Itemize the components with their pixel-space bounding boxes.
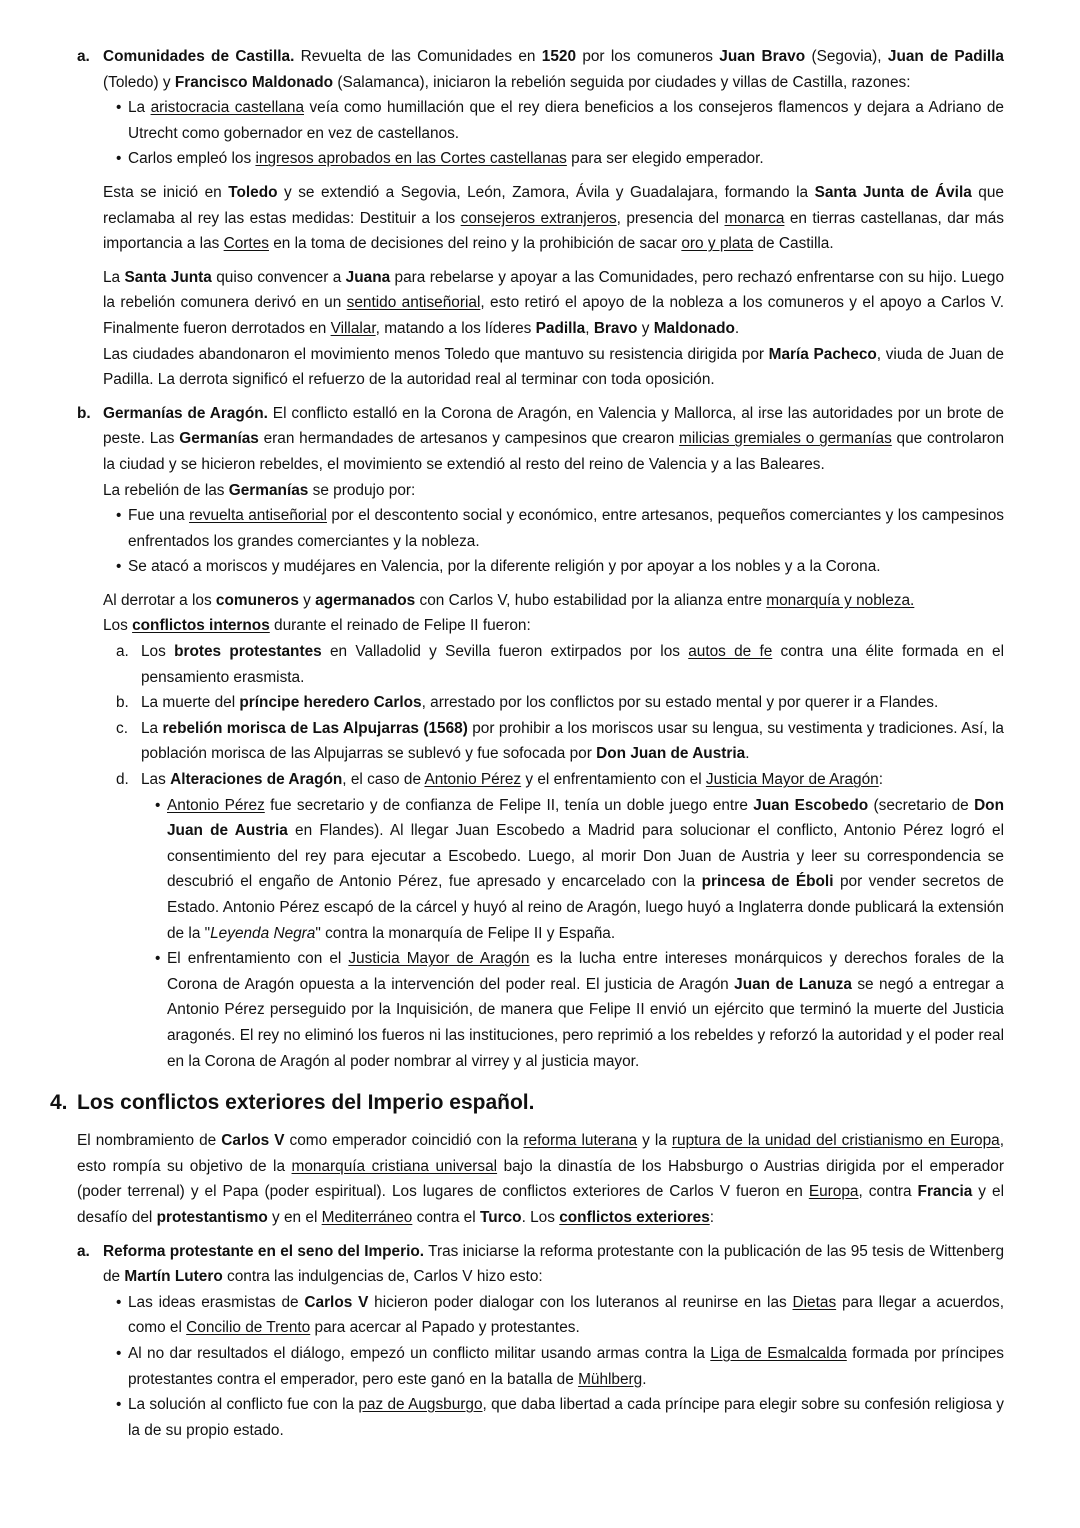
text-run: : xyxy=(709,1208,715,1226)
bold-term: Alteraciones de Aragón xyxy=(170,771,343,789)
item-text xyxy=(103,1243,1004,1286)
bold-term: agermanados xyxy=(315,591,416,609)
bold-term: rebelión morisca de Las Alpujarras (1568) xyxy=(162,719,468,737)
bold-term: Juan de Padilla xyxy=(887,48,1004,65)
text-run: por prohibir a los moriscos usar su lengua, su vestimenta y tradiciones. Así, la población morisca de las Alpujarras se sublevó y fue sofocada por xyxy=(141,719,1004,763)
underlined-term: Mühlberg xyxy=(578,1370,643,1388)
underlined-term: Europa xyxy=(808,1183,859,1201)
section-number: 4. xyxy=(50,1091,68,1115)
text-run: por vender secretos de Estado. Antonio Pérez escapó de la cárcel y huyó al reino de Aragón, luego huyó a Inglaterra donde publicará la extensión de la " xyxy=(167,873,1004,942)
text-run: que controlaron la ciudad y se hicieron rebeldes, el movimiento se extendió al resto del reino de Valencia y a las Baleares. xyxy=(103,430,1005,473)
text-run: Carlos empleó los xyxy=(128,150,256,168)
text-run: con Carlos V, hubo estabilidad por la alianza entre xyxy=(415,591,767,609)
text-run: La xyxy=(103,268,125,286)
text-run: para acercar al Papado y protestantes. xyxy=(310,1319,580,1337)
bold-term: Comunidades de Castilla. xyxy=(103,48,295,65)
bold-term: Padilla xyxy=(535,319,586,337)
underlined-term: Justicia Mayor de Aragón xyxy=(705,771,879,789)
underlined-term: monarquía cristiana universal xyxy=(291,1157,498,1175)
bullet-moriscos-mudejares xyxy=(0,554,1080,580)
underlined-term: revuelta antiseñorial xyxy=(189,507,327,525)
text-run: Al derrotar a los xyxy=(103,591,216,609)
text-run: formada por príncipes protestantes contra el emperador, pero este ganó en la batalla de xyxy=(128,1344,1004,1388)
text-run: veía como humillación que el rey diera beneficios a los consejeros flamencos y dejara a Adriano de Utrecht como gobernador en vez de castellanos. xyxy=(128,99,1004,142)
text-run: Al no dar resultados el diálogo, empezó un conflicto militar usando armas contra la xyxy=(128,1344,711,1362)
text-run: durante el reinado de Felipe II fueron: xyxy=(269,617,531,635)
text-run: en la toma de decisiones del reino y la prohibición de sacar xyxy=(268,235,682,253)
bullet-paz-augsburgo xyxy=(0,1392,1080,1443)
sub-item-alteraciones-aragon xyxy=(0,767,1080,793)
bold-term: Bravo xyxy=(593,319,638,337)
item-text xyxy=(103,405,1004,473)
text-run: Los xyxy=(103,617,133,635)
section-heading xyxy=(0,1088,1080,1118)
underlined-term: Concilio de Trento xyxy=(186,1319,311,1337)
text-run: en Valladolid y Sevilla fueron extirpados por los xyxy=(321,643,689,661)
item-label: a. xyxy=(77,48,90,65)
bold-term: Carlos V xyxy=(304,1293,369,1311)
bold-term: princesa de Éboli xyxy=(701,873,834,891)
underlined-term: Justicia Mayor de Aragón xyxy=(348,950,530,968)
text-run: contra las indulgencias de, Carlos V hizo esto: xyxy=(222,1268,543,1286)
text-run: , presencia del xyxy=(616,209,725,227)
bold-term: protestantismo xyxy=(156,1208,268,1226)
item-reforma-protestante xyxy=(0,1239,1080,1290)
underlined-term: Antonio Pérez xyxy=(424,771,522,789)
underlined-term: Liga de Esmalcalda xyxy=(710,1344,847,1362)
paragraph-section-intro xyxy=(0,1128,1080,1230)
text-run: La xyxy=(128,99,151,117)
underlined-term: autos de fe xyxy=(688,643,773,661)
section-title: Los conflictos exteriores del Imperio español. xyxy=(77,1091,535,1115)
text-run: , esto rompía su objetivo de la xyxy=(77,1132,1005,1175)
text-run: por los comuneros xyxy=(576,48,720,65)
text-run: , arrestado por los conflictos por su estado mental y por querer ir a Flandes. xyxy=(421,694,939,712)
text-run: El enfrentamiento con el xyxy=(167,950,349,968)
bullet-ingresos-cortes xyxy=(0,146,1080,172)
underlined-term: ruptura de la unidad del cristianismo en Europa xyxy=(671,1132,1000,1150)
bold-term: Santa Junta de Ávila xyxy=(814,183,972,201)
text-run: para rebelarse y apoyar a las Comunidades, pero rechazó enfrentarse con su hijo. Luego la rebelión comunera derivó en un xyxy=(103,268,1005,312)
bullet-revuelta-antisenorial xyxy=(0,503,1080,554)
text-run: El conflicto estalló en la Corona de Aragón, en Valencia y Mallorca, al irse las autoridades por un brote de peste. Las xyxy=(103,404,1004,448)
text-run: , matando a los líderes xyxy=(375,319,536,337)
underlined-term: Antonio Pérez xyxy=(167,796,265,814)
item-comunidades-castilla xyxy=(0,44,1080,95)
text-run: , que daba libertad a cada príncipe para elegir sobre su confesión religiosa y la de su propio estado. xyxy=(128,1396,1004,1439)
bold-term: Juan Escobedo xyxy=(753,796,869,814)
text-run: por el descontento social y económico, entre artesanos, pequeños comerciantes y los campesinos enfrentados los grandes comerciantes y la nobleza. xyxy=(128,507,1004,550)
text-run: de Castilla. xyxy=(753,235,834,253)
paragraph-santa-junta xyxy=(0,265,1080,342)
underlined-term: monarquía y nobleza. xyxy=(766,591,915,609)
item-label: b. xyxy=(77,404,91,422)
sub-item-label: b. xyxy=(116,694,129,712)
text-run: bajo la dinastía de los Habsburgo o Austrias dirigida por el emperador (poder terrenal) y el Papa (poder espiritual). Los lugares de conflictos exteriores de Carlos V fueron en xyxy=(77,1157,1004,1201)
item-label: a. xyxy=(77,1242,90,1260)
text-run: en tierras castellanas, dar más importancia a las xyxy=(103,209,1004,253)
underlined-term: Mediterráneo xyxy=(321,1208,413,1226)
sub-bullet-antonio-perez xyxy=(0,793,1080,947)
text-run: que reclamaba al rey las estas medidas: Destituir a los xyxy=(103,183,1004,227)
text-run: , esto retiró el apoyo de la nobleza a los comuneros y el apoyo a Carlos V. Finalmente fueron derrotados en xyxy=(103,294,1004,337)
underlined-term: conflictos internos xyxy=(132,617,270,635)
bold-term: Carlos V xyxy=(221,1132,285,1150)
text-run: y la xyxy=(637,1132,672,1150)
bold-term: brotes protestantes xyxy=(174,643,322,661)
underlined-term: Villalar xyxy=(330,319,376,337)
text-run: se produjo por: xyxy=(308,481,416,499)
sub-item-text xyxy=(141,771,883,788)
bullet-dietas xyxy=(0,1290,1080,1341)
underlined-term: consejeros extranjeros xyxy=(460,209,617,227)
bold-term: Juan de Lanuza xyxy=(734,975,852,993)
bold-term: Don Juan de Austria xyxy=(167,796,1004,840)
text-run: Las xyxy=(141,771,171,789)
bullet-liga-esmalcalda xyxy=(0,1341,1080,1392)
text-run: , xyxy=(585,319,594,337)
sub-item-alpujarras xyxy=(0,716,1080,767)
text-run: y en el xyxy=(267,1208,322,1226)
text-run: (Segovia), xyxy=(805,48,888,65)
text-run: . xyxy=(734,319,740,337)
text-run: Esta se inició en xyxy=(103,183,229,201)
text-run: hicieron poder dialogar con los luteranos al reunirse en las xyxy=(368,1293,793,1311)
text-run: (Toledo) y xyxy=(103,73,175,91)
text-run: : xyxy=(878,771,884,789)
bold-term: Don Juan de Austria xyxy=(596,745,746,763)
text-run: como emperador coincidió con la xyxy=(284,1132,524,1150)
text-run: fue secretario y de confianza de Felipe II, tenía un doble juego entre xyxy=(264,796,754,814)
text-run: Fue una xyxy=(128,507,190,525)
text-run: es la lucha entre intereses monárquicos y derechos forales de la Corona de Aragón opuesta a la intervención del poder real. El justicia de Aragón xyxy=(167,950,1004,993)
text-run: La rebelión de las xyxy=(103,481,229,499)
text-run: , el caso de xyxy=(342,771,425,789)
bold-term: María Pacheco xyxy=(768,345,877,363)
item-germanias-aragon xyxy=(0,401,1080,478)
sub-item-principe-carlos xyxy=(0,690,1080,716)
paragraph-alianza xyxy=(0,588,1080,614)
bold-term: Turco xyxy=(479,1208,522,1226)
bold-term: Germanías xyxy=(228,481,309,499)
text-run: quiso convencer a xyxy=(211,268,346,286)
text-run: y el desafío del xyxy=(77,1183,1004,1226)
bold-term: Francia xyxy=(917,1183,973,1201)
paragraph-toledo xyxy=(0,180,1080,257)
text-run: contra una élite formada en el pensamiento erasmista. xyxy=(141,643,1004,686)
text-run: Las ciudades abandonaron el movimiento menos Toledo que mantuvo su resistencia dirigida por xyxy=(103,345,769,363)
bullet-aristocracia xyxy=(0,95,1080,146)
bold-term: Juan Bravo xyxy=(719,48,806,65)
bold-term: Germanías xyxy=(179,430,259,448)
text-run: , viuda de Juan de Padilla. La derrota significó el refuerzo de la autoridad real al terminar con toda oposición. xyxy=(103,345,1004,389)
text-run: (secretario de xyxy=(868,796,975,814)
text-run: y xyxy=(637,319,654,337)
underlined-term: ingresos aprobados en las Cortes castellanas xyxy=(255,150,567,168)
sub-bullet-justicia-mayor xyxy=(0,946,1080,1074)
text-run: se negó a entregar a Antonio Pérez perseguido por la Inquisición, de manera que Felipe II envió un ejército que terminó la muerte del Justicia aragonés. El rey no eliminó los fueros ni las instituciones, pero reprimió a los rebeldes y reforzó la autoridad y el poder real en la Corona de Aragón al poder nombrar al virrey y al justicia mayor. xyxy=(167,975,1004,1070)
text-run: y se extendió a Segovia, León, Zamora, Ávila y Guadalajara, formando la xyxy=(277,183,815,201)
text-run: La xyxy=(141,719,163,737)
item-text xyxy=(103,48,1004,91)
text-run: y el enfrentamiento con el xyxy=(521,771,706,789)
sub-item-text xyxy=(141,694,938,711)
bold-term: Santa Junta xyxy=(124,268,212,286)
text-run: para ser elegido emperador. xyxy=(566,150,764,168)
bold-term: comuneros xyxy=(215,591,299,609)
text-run: . xyxy=(642,1370,647,1388)
sub-item-label: c. xyxy=(116,719,128,737)
underlined-term: aristocracia castellana xyxy=(150,99,304,117)
paragraph-conflictos-internos xyxy=(0,613,1080,639)
text-run: " contra la monarquía de Felipe II y España. xyxy=(315,924,616,942)
bold-term: príncipe heredero Carlos xyxy=(239,694,422,712)
underlined-term: reforma luterana xyxy=(523,1132,638,1150)
paragraph-maria-pacheco xyxy=(0,342,1080,393)
bold-term: Germanías de Aragón. xyxy=(103,404,268,422)
bold-term: Maldonado xyxy=(653,319,735,337)
bold-term: Reforma protestante en el seno del Imperio. xyxy=(103,1242,425,1260)
text-run: para llegar a acuerdos, como el xyxy=(128,1293,1004,1337)
sub-item-text xyxy=(141,643,1004,686)
underlined-term: Dietas xyxy=(792,1293,837,1311)
underlined-term: sentido antiseñorial xyxy=(346,294,481,312)
bold-term: Toledo xyxy=(228,183,278,201)
sub-item-label: a. xyxy=(116,643,129,661)
italic-term: Leyenda Negra xyxy=(210,924,316,942)
text-run: en Flandes). Al llegar Juan Escobedo a Madrid para solucionar el conflicto, Antonio Pérez logró el consentimiento del rey para ejecutar a Escobedo. Luego, al morir Don Juan de Austria y leer su correspondencia se descubrió el engaño de Antonio Pérez, fue apresado y encarcelado con la xyxy=(167,822,1005,891)
bold-term: Martín Lutero xyxy=(124,1268,223,1286)
underlined-term: paz de Augsburgo xyxy=(358,1396,483,1414)
underlined-term: oro y plata xyxy=(681,235,754,253)
sub-item-text xyxy=(141,720,1004,763)
text-run: Se atacó a moriscos y mudéjares en Valencia, por la diferente religión y por apoyar a los nobles y a la Corona. xyxy=(128,558,881,576)
sub-item-label: d. xyxy=(116,771,129,789)
bold-term: Francisco Maldonado xyxy=(174,73,334,91)
text-run: . Los xyxy=(521,1208,560,1226)
bold-term: 1520 xyxy=(541,48,577,65)
text-run: Tras iniciarse la reforma protestante con la publicación de las 95 tesis de Wittenberg de xyxy=(103,1242,1005,1286)
text-run: La muerte del xyxy=(141,694,240,712)
underlined-term: monarca xyxy=(724,209,785,227)
text-run: (Salamanca), iniciaron la rebelión seguida por ciudades y villas de Castilla, razones: xyxy=(333,73,911,91)
paragraph-germanias-causas xyxy=(0,478,1080,504)
underlined-term: Cortes xyxy=(223,235,269,253)
text-run: y xyxy=(298,591,316,609)
text-run: contra el xyxy=(412,1208,480,1226)
underlined-term: milicias gremiales o germanías xyxy=(679,430,892,448)
text-run: , contra xyxy=(858,1183,918,1201)
text-run: Revuelta de las Comunidades en xyxy=(294,48,542,65)
text-run: Las ideas erasmistas de xyxy=(128,1293,305,1311)
text-run: La solución al conflicto fue con la xyxy=(128,1396,359,1414)
sub-item-brotes-protestantes xyxy=(0,639,1080,690)
bold-term: Juana xyxy=(345,268,391,286)
document-page xyxy=(0,44,1080,1443)
text-run: El nombramiento de xyxy=(77,1132,222,1150)
text-run: eran hermandades de artesanos y campesinos que crearon xyxy=(258,430,680,448)
text-run: Los xyxy=(141,643,175,661)
text-run: . xyxy=(745,745,750,763)
underlined-term: conflictos exteriores xyxy=(559,1208,710,1226)
